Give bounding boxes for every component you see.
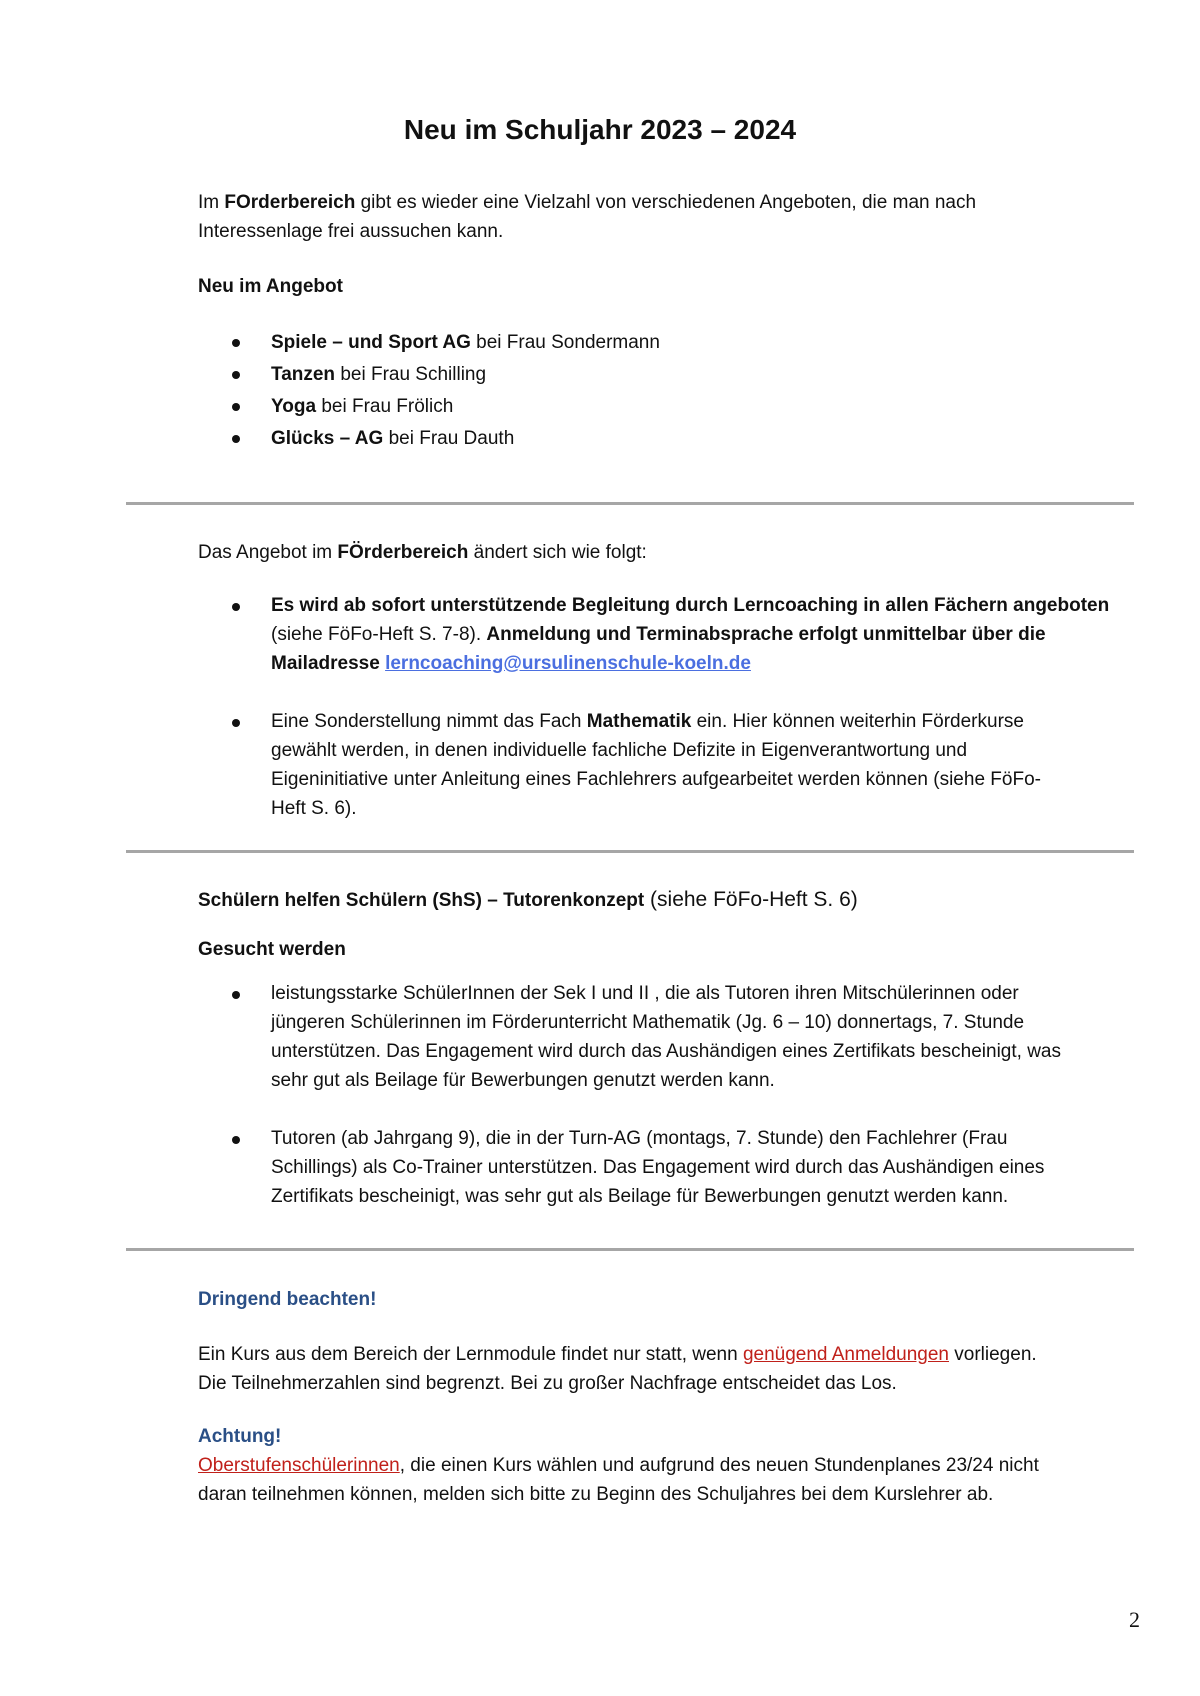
changes-text-cont: ändert sich wie folgt:: [468, 542, 647, 563]
intro-text: Im: [198, 192, 225, 213]
intro-paragraph: [198, 188, 1128, 246]
changes-section: [198, 538, 1128, 823]
tutor-item2-line: Tutoren (ab Jahrgang 9), die in der Turn-AG (montags, 7. Stunde) den Fachlehrer (Frau: [271, 1128, 1008, 1149]
sought-heading: Gesucht werden: [198, 939, 346, 960]
math-subject: Mathematik: [586, 711, 692, 732]
tutor-item1-line: unterstützen. Das Engagement wird durch das Aushändigen eines Zertifikats bescheinigt, was: [271, 1041, 1062, 1062]
math-text-line2: gewählt werden, in denen individuelle fachliche Defizite in Eigenverantwortung und: [271, 740, 968, 761]
list-item: [198, 391, 1128, 423]
offer-teacher: bei Frau Schilling: [335, 364, 487, 385]
lerncoaching-ref: (siehe FöFo-Heft S. 7-8).: [271, 624, 487, 645]
tutor-heading-ref: (siehe FöFo-Heft S. 6): [644, 888, 858, 911]
tutor-item1-line: leistungsstarke SchülerInnen der Sek I und II , die als Tutoren ihren Mitschülerinnen oder: [271, 983, 1019, 1004]
changes-intro: [198, 538, 1128, 567]
tutor-heading-bold: Schülern helfen Schülern (ShS) – Tutorenkonzept: [198, 890, 645, 911]
tutor-list: [198, 979, 1128, 1211]
offer-name: Yoga: [271, 396, 317, 417]
changes-list: [198, 591, 1128, 823]
tutor-item2-line: Schillings) als Co-Trainer unterstützen. Das Engagement wird durch das Aushändigen eines: [271, 1157, 1045, 1178]
list-item: [198, 591, 1128, 678]
offer-name: Glücks – AG: [271, 428, 384, 449]
math-text-line3: Eigeninitiative unter Anleitung eines Fachlehrers aufgearbeitet werden können (siehe FöFo-: [271, 769, 1041, 790]
math-text-line1: ein. Hier können weiterhin Förderkurse: [691, 711, 1024, 732]
intro-bold-term: FOrderbereich: [224, 192, 356, 213]
page-number: 2: [1129, 1607, 1140, 1632]
notice-text-cont: vorliegen.: [949, 1344, 1037, 1365]
notice-section: [198, 1285, 1128, 1509]
notice-line2: Die Teilnehmerzahlen sind begrenzt. Bei zu großer Nachfrage entscheidet das Los.: [198, 1373, 897, 1394]
new-offers-list: [198, 327, 1128, 455]
bullet-icon: [232, 403, 240, 411]
offer-teacher: bei Frau Frölich: [316, 396, 454, 417]
achtung-line2: daran teilnehmen können, melden sich bitte zu Beginn des Schuljahres bei dem Kurslehrer ab.: [198, 1484, 994, 1505]
list-item: [198, 1124, 1128, 1211]
bullet-icon: [232, 371, 240, 379]
tutor-item1-line: sehr gut als Beilage für Bewerbungen genutzt werden kann.: [271, 1070, 775, 1091]
math-text: Eine Sonderstellung nimmt das Fach: [271, 711, 587, 732]
tutor-heading: [198, 885, 1128, 915]
math-text-line4: Heft S. 6).: [271, 798, 357, 819]
tutor-item2-line: Zertifikats bescheinigt, was sehr gut als Beilage für Bewerbungen genutzt werden kann.: [271, 1186, 1009, 1207]
section-divider: [126, 850, 1134, 853]
bullet-icon: [232, 719, 240, 727]
offer-teacher: bei Frau Dauth: [383, 428, 515, 449]
offer-name: Tanzen: [271, 364, 336, 385]
bullet-icon: [232, 991, 240, 999]
bullet-icon: [232, 603, 240, 611]
achtung-heading: Achtung!: [198, 1426, 282, 1447]
offer-name: Spiele – und Sport AG: [271, 332, 471, 353]
offer-teacher: bei Frau Sondermann: [470, 332, 660, 353]
notice-heading: Dringend beachten!: [198, 1289, 377, 1310]
new-offers-section: [198, 272, 1128, 455]
list-item: [198, 707, 1128, 823]
notice-text: Ein Kurs aus dem Bereich der Lernmodule findet nur statt, wenn: [198, 1344, 743, 1365]
tutor-item1-line: jüngeren Schülerinnen im Förderunterricht Mathematik (Jg. 6 – 10) donnertags, 7. Stunde: [271, 1012, 1025, 1033]
new-offers-heading: Neu im Angebot: [198, 276, 343, 297]
list-item: [198, 327, 1128, 359]
intro-text-cont: gibt es wieder eine Vielzahl von verschiedenen Angeboten, die man nach: [355, 192, 977, 213]
lerncoaching-mail-label: Mailadresse: [271, 653, 386, 674]
page-title: Neu im Schuljahr 2023 – 2024: [403, 114, 797, 145]
lerncoaching-email-link[interactable]: lerncoaching@ursulinenschule-koeln.de: [385, 653, 751, 674]
notice-paragraph: [198, 1340, 1128, 1369]
lerncoaching-registration: Anmeldung und Terminabsprache erfolgt unmittelbar über die: [486, 624, 1046, 645]
intro-line2: Interessenlage frei aussuchen kann.: [198, 221, 504, 242]
section-divider: [126, 1248, 1134, 1251]
bullet-icon: [232, 1136, 240, 1144]
bullet-icon: [232, 339, 240, 347]
changes-text: Das Angebot im: [198, 542, 338, 563]
section-divider: [126, 502, 1134, 505]
lerncoaching-text: Es wird ab sofort unterstützende Begleitung durch Lerncoaching in allen Fächern angeboten: [271, 595, 1110, 616]
changes-bold-term: FÖrderbereich: [337, 542, 469, 563]
bullet-icon: [232, 435, 240, 443]
achtung-paragraph: [198, 1451, 1128, 1480]
list-item: [198, 979, 1128, 1095]
achtung-highlight: Oberstufenschülerinnen: [198, 1455, 400, 1476]
achtung-text: , die einen Kurs wählen und aufgrund des neuen Stundenplanes 23/24 nicht: [399, 1455, 1039, 1476]
list-item: [198, 359, 1128, 391]
list-item: [198, 423, 1128, 455]
tutor-section: [198, 885, 1128, 1211]
notice-highlight: genügend Anmeldungen: [742, 1344, 949, 1365]
